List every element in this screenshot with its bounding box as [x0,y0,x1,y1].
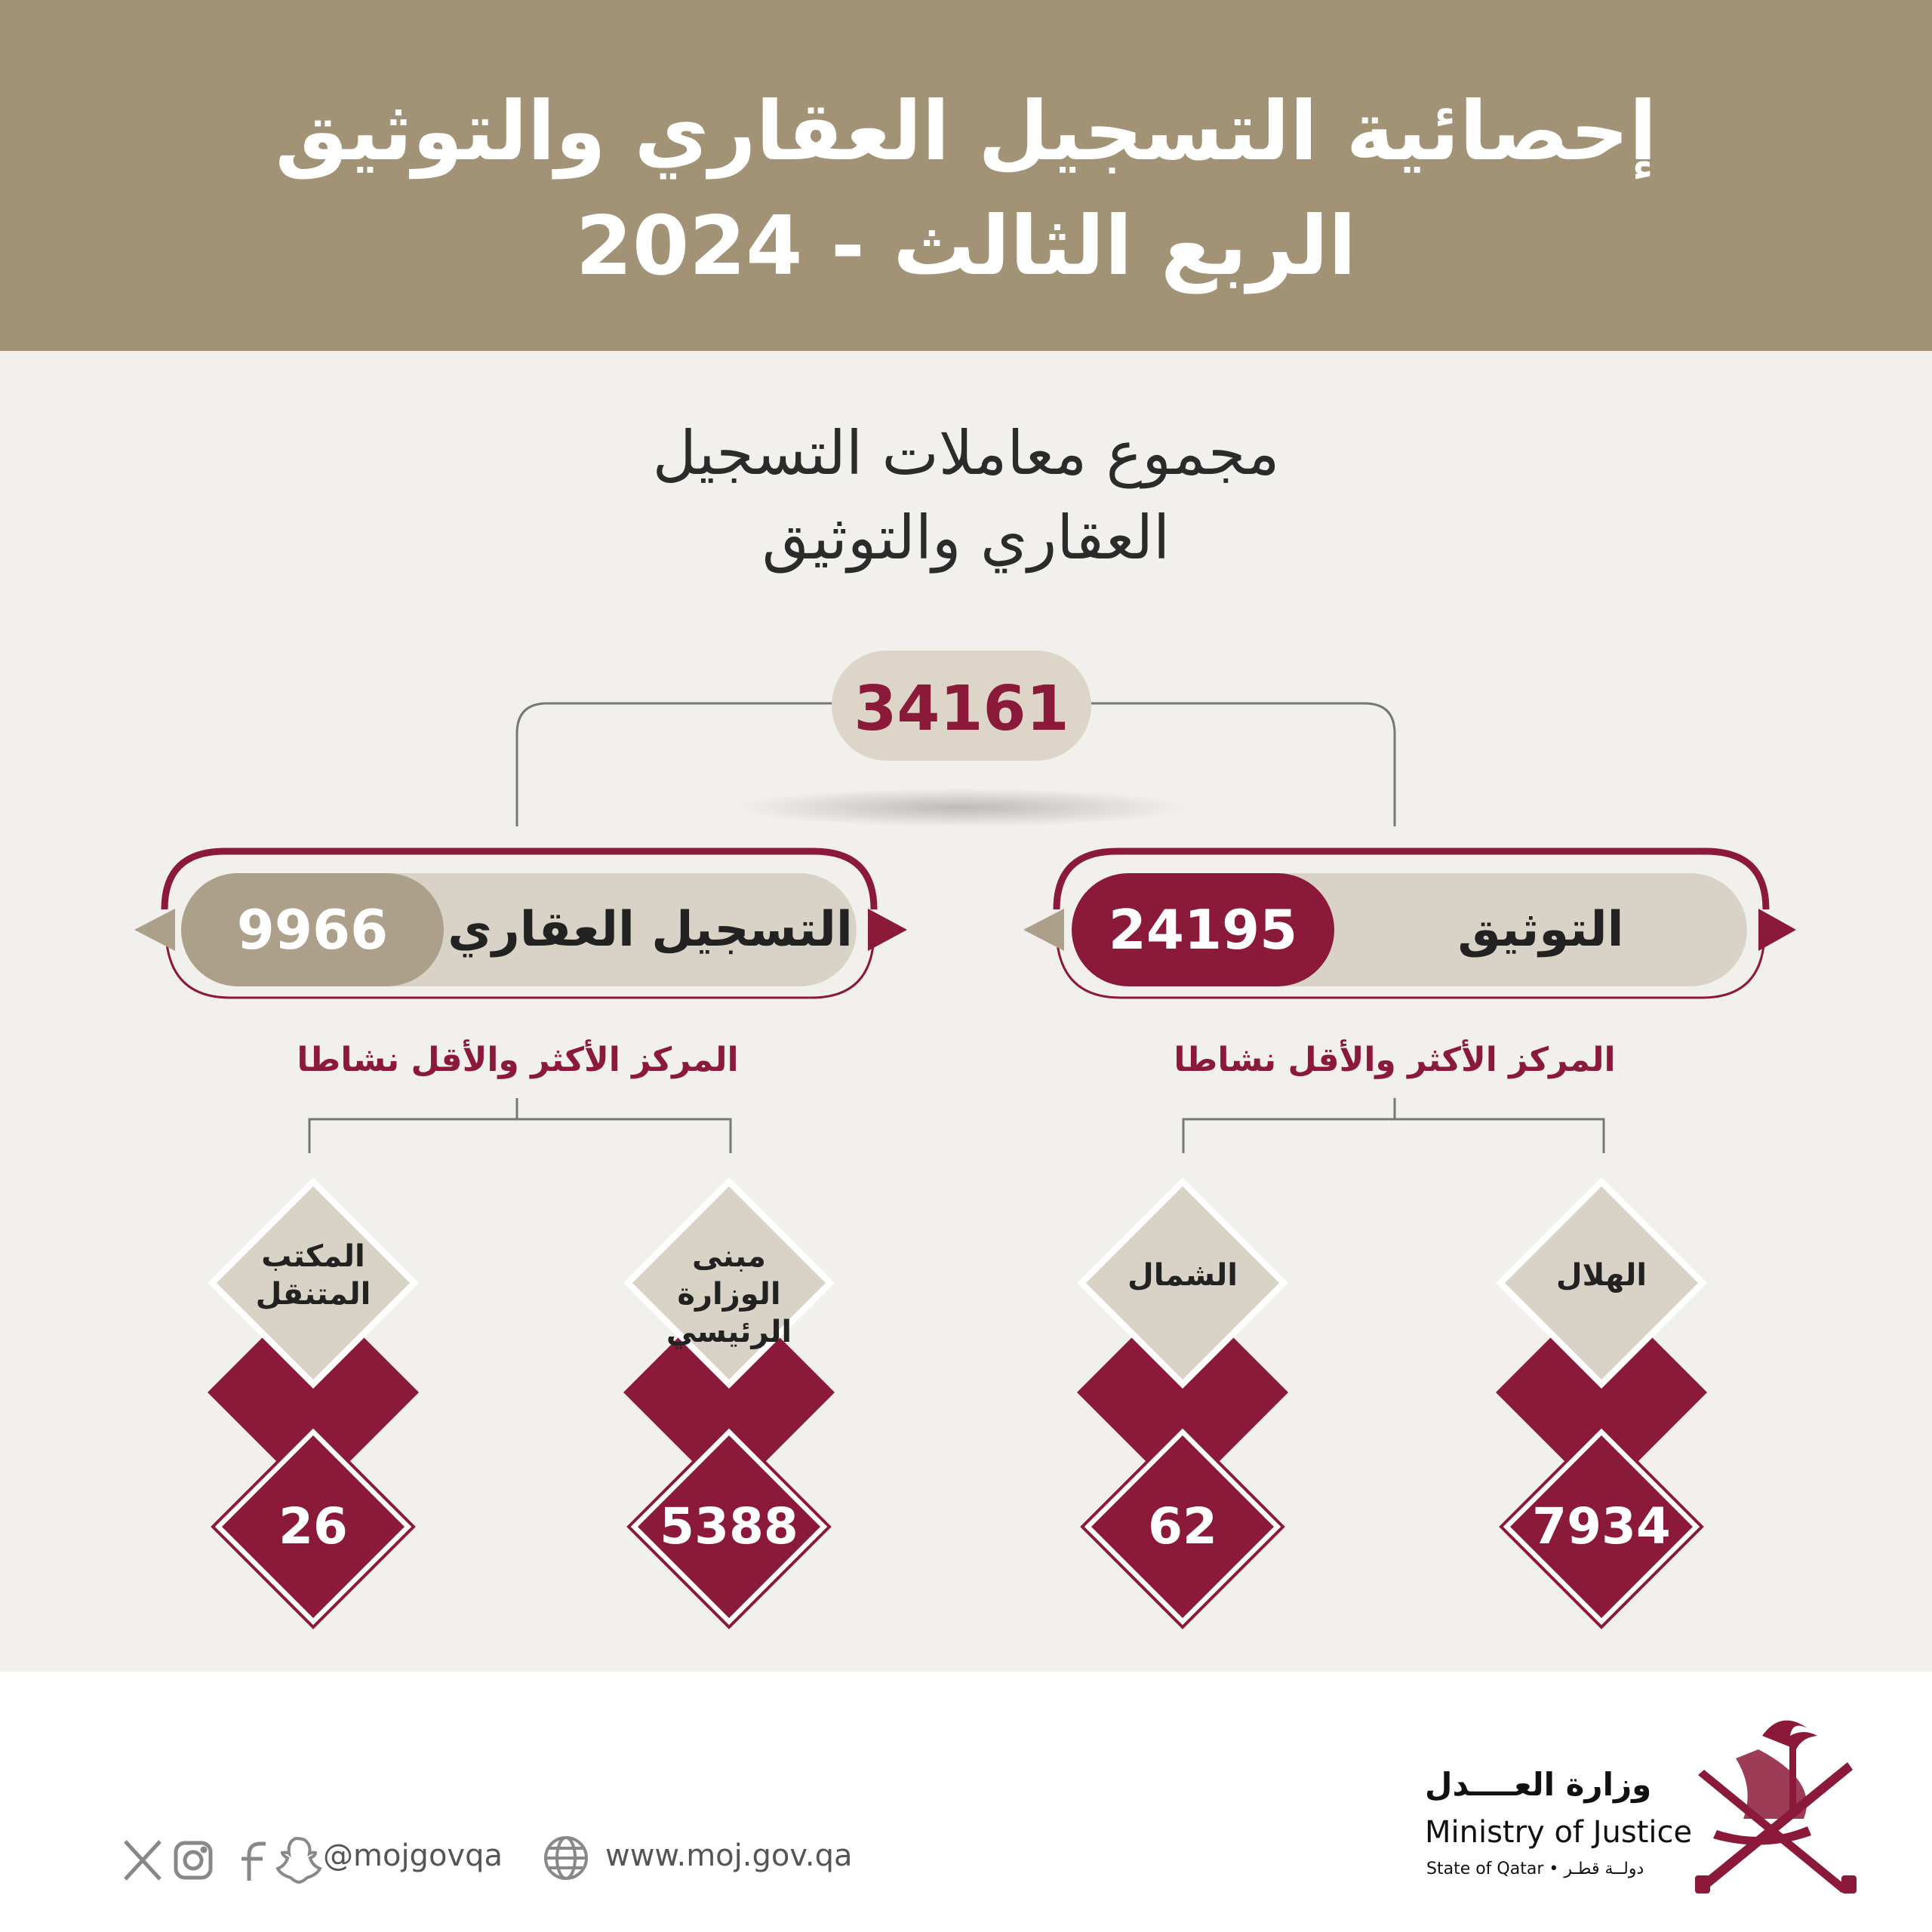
logo-subtitle: State of Qatar • دولــة قطـر [1426,1860,1644,1878]
globe-icon [546,1838,586,1878]
website-link[interactable]: www.moj.gov.qa [605,1838,853,1873]
diagram-heading-line1: مجموع معاملات التسجيل [652,418,1280,488]
ministry-emblem [1695,1721,1857,1894]
right-arrow-marker [868,909,907,951]
category-value-registration: 9966 [236,898,389,961]
category-value-notarization: 24195 [1108,898,1298,961]
logo-name-english: Ministry of Justice [1425,1815,1693,1850]
left-arrow-marker [1023,909,1064,951]
center-name-mobile-office: المكتب المتنقل [255,1239,371,1312]
center-name-ministry-building: مبنى الوزارة الرئيسي [666,1239,792,1349]
total-value: 34161 [854,673,1069,745]
x-icon [125,1841,160,1879]
left-arrow-marker [134,909,175,951]
center-name-shamal: الشمال [1128,1258,1238,1293]
center-name-hilal: الهلال [1555,1258,1647,1293]
social-handle-link[interactable]: @mojgovqa [323,1838,503,1873]
center-value-mobile-office: 26 [278,1497,348,1555]
left-section-connector [309,1098,731,1153]
right-section-connector [1183,1098,1604,1153]
section-title-notarization: المركز الأكثر والأقل نشاطا [1174,1041,1616,1079]
center-value-ministry-building: 5388 [660,1497,798,1555]
category-label-notarization: التوثيق [1457,902,1624,958]
page-subtitle-period: الربع الثالث - 2024 [575,199,1357,294]
instagram-icon [176,1843,211,1878]
total-shadow [735,788,1188,827]
snapchat-icon [278,1838,320,1882]
center-value-shamal: 62 [1148,1497,1217,1555]
diagram-heading-line2: العقاري والتوثيق [761,503,1171,573]
section-title-registration: المركز الأكثر والأقل نشاطا [297,1041,739,1079]
page-title: إحصائية التسجيل العقاري والتوثيق [275,85,1657,179]
logo-name-arabic: وزارة العــــدل [1425,1766,1652,1803]
facebook-icon [242,1844,266,1881]
right-arrow-marker [1758,909,1796,951]
center-value-hilal: 7934 [1532,1497,1671,1555]
category-label-registration: التسجيل العقاري [448,902,853,958]
